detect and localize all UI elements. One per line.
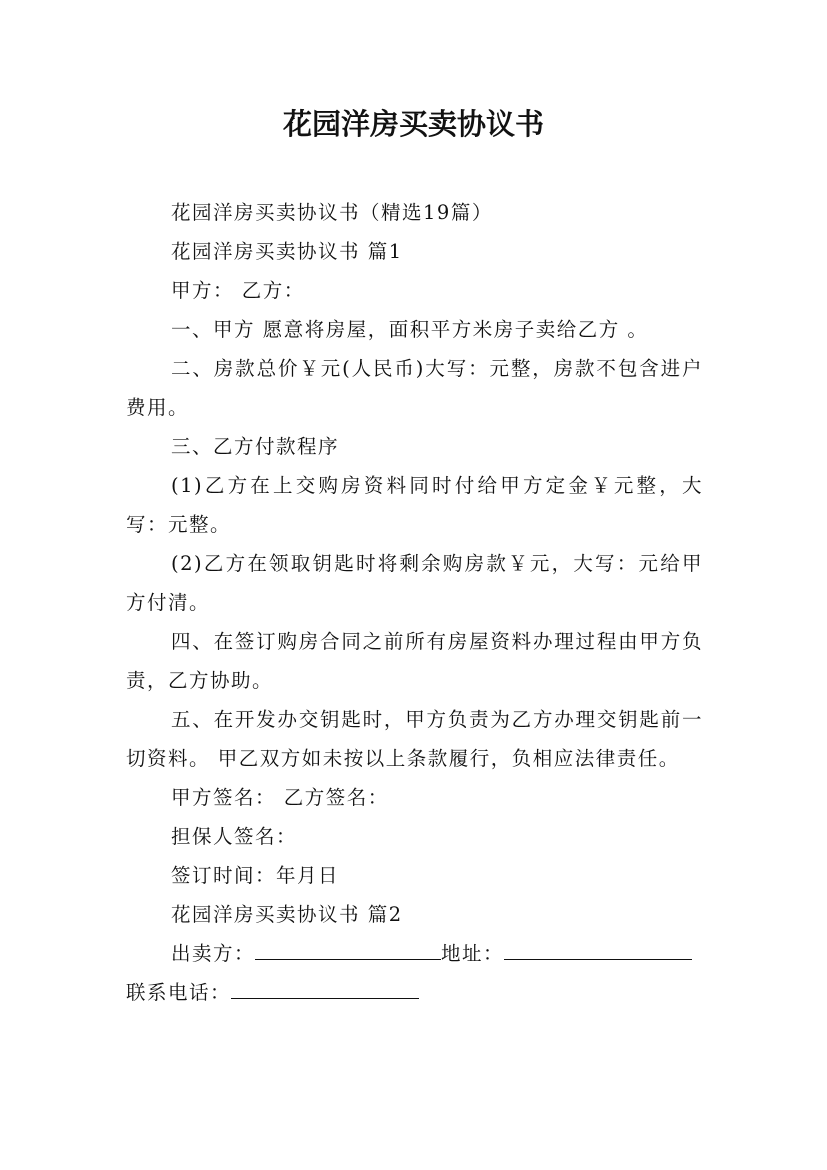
address-label: 地址： — [441, 942, 505, 965]
phone-blank — [231, 976, 419, 999]
signature-line: 甲方签名： 乙方签名： — [171, 786, 389, 809]
subtitle-line: 花园洋房买卖协议书（精选19篇） — [171, 201, 493, 224]
address-blank — [504, 937, 692, 960]
phone-label: 联系电话： — [126, 981, 232, 1004]
seller-label: 出卖方： — [171, 942, 256, 965]
clause-3-item-2: (2)乙方在领取钥匙时将剩余购房款￥元，大写：元给甲方付清。 — [126, 552, 703, 614]
signing-date-line: 签订时间：年月日 — [171, 864, 340, 887]
seller-line — [126, 934, 703, 973]
clause-2: 二、房款总价￥元(人民币)大写：元整，房款不包含进户费用。 — [126, 357, 703, 419]
clause-5: 五、在开发办交钥匙时，甲方负责为乙方办理交钥匙前一切资料。 甲乙双方如未按以上条款履行，负相应法律责任。 — [126, 708, 703, 770]
clause-3-heading: 三、乙方付款程序 — [171, 435, 340, 458]
guarantor-line: 担保人签名： — [171, 825, 298, 848]
section-heading-1: 花园洋房买卖协议书 篇1 — [171, 240, 403, 263]
document-body — [126, 193, 703, 1012]
clause-1: 一、甲方 愿意将房屋，面积平方米房子卖给乙方 。 — [171, 318, 649, 341]
clause-4: 四、在签订购房合同之前所有房屋资料办理过程由甲方负责，乙方协助。 — [126, 630, 703, 692]
clause-3-item-1: (1)乙方在上交购房资料同时付给甲方定金￥元整，大写：元整。 — [126, 474, 703, 536]
document-title: 花园洋房买卖协议书 — [282, 107, 544, 141]
parties-line: 甲方： 乙方： — [171, 279, 305, 302]
section-heading-2: 花园洋房买卖协议书 篇2 — [171, 903, 403, 926]
contact-line — [126, 973, 703, 1012]
seller-blank — [255, 937, 441, 960]
